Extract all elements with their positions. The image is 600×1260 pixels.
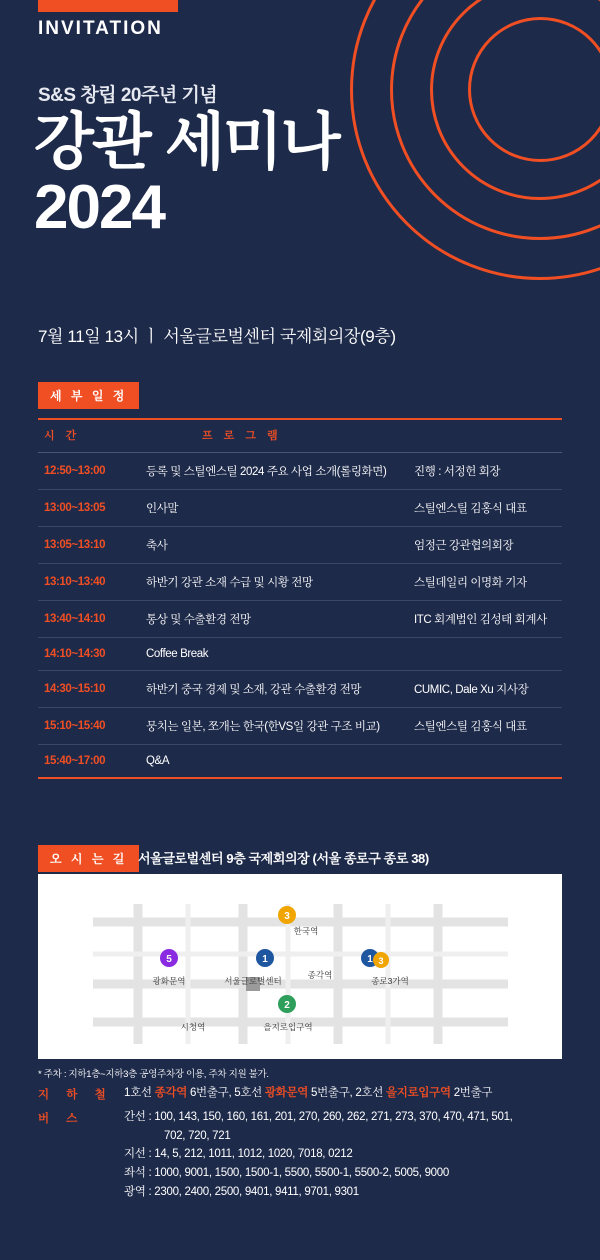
schedule-tag: 세 부 일 정: [38, 382, 139, 409]
table-row: [38, 671, 562, 708]
row-time: 13:10~13:40: [38, 564, 146, 601]
subway-label: 지 하 철: [38, 1089, 113, 1101]
row-time: 13:00~13:05: [38, 490, 146, 527]
row-speaker: [414, 638, 562, 671]
event-title: [34, 108, 339, 243]
table-row: [38, 708, 562, 745]
row-time: 12:50~13:00: [38, 453, 146, 490]
svg-text:광화문역: 광화문역: [152, 976, 186, 986]
schedule-header-row: [38, 419, 562, 453]
subway-station-name: 광화문역: [264, 1087, 309, 1099]
row-time: 15:40~17:00: [38, 745, 146, 779]
table-row: [38, 453, 562, 490]
row-speaker: 스틸데일리 이명화 기자: [414, 564, 562, 601]
svg-text:5: 5: [166, 954, 172, 965]
row-speaker: 엄정근 강관협의회장: [414, 527, 562, 564]
row-program: 통상 및 수출환경 전망: [146, 601, 414, 638]
row-program: Coffee Break: [146, 638, 414, 671]
svg-text:종각역: 종각역: [307, 970, 333, 980]
row-speaker: 진행 : 서정헌 회장: [414, 453, 562, 490]
subway-text: 5번출구, 2호선: [308, 1087, 386, 1099]
arc-outer: [350, 0, 600, 280]
row-time: 14:10~14:30: [38, 638, 146, 671]
subway-row: [38, 1085, 568, 1103]
subway-station-name: 종각역: [154, 1087, 188, 1099]
top-accent-bar: [38, 0, 178, 12]
svg-text:종로3가역: 종로3가역: [371, 976, 409, 986]
row-speaker: ITC 회계법인 김성태 회계사: [414, 601, 562, 638]
subway-text: 2번출구: [450, 1087, 493, 1099]
row-speaker: 스틸엔스틸 김홍식 대표: [414, 490, 562, 527]
svg-text:시청역: 시청역: [180, 1022, 206, 1032]
svg-text:3: 3: [284, 911, 290, 922]
subway-text: 1호선: [124, 1087, 155, 1099]
row-time: 13:40~14:10: [38, 601, 146, 638]
row-time: 14:30~15:10: [38, 671, 146, 708]
parking-note: * 주차 : 지하1층~지하3층 공영주차장 이용, 주차 지원 불가.: [38, 1069, 269, 1080]
svg-text:을지로입구역: 을지로입구역: [263, 1022, 313, 1032]
map-image: [38, 874, 562, 1059]
row-program: Q&A: [146, 745, 414, 779]
bus-line: 지선 : 14, 5, 212, 1011, 1012, 1020, 7018, 0212: [124, 1148, 353, 1161]
arc-second: [390, 0, 600, 240]
bus-label: 버 스: [38, 1112, 85, 1125]
svg-text:2: 2: [284, 1000, 290, 1011]
row-speaker: [414, 745, 562, 779]
table-row: [38, 638, 562, 671]
bus-line: 간선 : 100, 143, 150, 160, 161, 201, 270, 260, 262, 271, 273, 370, 470, 471, 501,: [124, 1110, 513, 1123]
event-subtitle: S&S 창립 20주년 기념: [38, 85, 218, 106]
table-row: [38, 527, 562, 564]
row-speaker: 스틸엔스틸 김홍식 대표: [414, 708, 562, 745]
bus-value: [124, 1109, 513, 1203]
table-row: [38, 564, 562, 601]
svg-text:1: 1: [367, 954, 373, 965]
event-title-line2: 2024: [34, 173, 164, 243]
svg-text:1: 1: [262, 954, 268, 965]
bus-line: 좌석 : 1000, 9001, 1500, 1500-1, 5500, 5500-1, 5500-2, 5005, 9000: [124, 1167, 449, 1180]
decorative-arcs: [330, 0, 600, 300]
schedule-table: [38, 418, 562, 779]
event-date-venue: 7월 11일 13시 ㅣ 서울글로벌센터 국제회의장(9층): [38, 327, 396, 346]
arc-inner: [468, 17, 600, 162]
map-container: [38, 874, 562, 1059]
subway-station-name: 을지로입구역: [385, 1087, 451, 1099]
table-row: [38, 490, 562, 527]
bus-line: 702, 720, 721: [164, 1129, 231, 1142]
table-row: [38, 601, 562, 638]
column-header-speaker: [414, 419, 562, 453]
row-program: 하반기 중국 경제 및 소재, 강관 수출환경 전망: [146, 671, 414, 708]
schedule-body: [38, 453, 562, 779]
event-title-line1: 강관 세미나: [34, 108, 339, 177]
table-row: [38, 745, 562, 779]
row-speaker: CUMIC, Dale Xu 지사장: [414, 671, 562, 708]
column-header-program: 프 로 그 램: [146, 419, 414, 453]
row-time: 13:05~13:10: [38, 527, 146, 564]
subway-text: 6번출구, 5호선: [187, 1087, 265, 1099]
row-program: 하반기 강관 소재 수급 및 시황 전망: [146, 564, 414, 601]
bus-row: [38, 1109, 568, 1203]
column-header-time: 시 간: [38, 419, 146, 453]
arc-third: [430, 0, 600, 200]
svg-text:서울글로벌센터: 서울글로벌센터: [224, 976, 282, 986]
transit-info: [38, 1085, 568, 1207]
row-time: 15:10~15:40: [38, 708, 146, 745]
svg-text:한국역: 한국역: [293, 926, 319, 936]
row-program: 축사: [146, 527, 414, 564]
subway-value: [124, 1085, 492, 1103]
invitation-label: INVITATION: [38, 18, 163, 39]
row-program: 뭉치는 일본, 쪼개는 한국(한VS일 강관 구조 비교): [146, 708, 414, 745]
row-program: 등록 및 스틸엔스틸 2024 주요 사업 소개(롤링화면): [146, 453, 414, 490]
bus-line: 광역 : 2300, 2400, 2500, 9401, 9411, 9701, 9301: [124, 1186, 359, 1199]
svg-text:3: 3: [378, 956, 384, 966]
map-title: 서울글로벌센터 9층 국제회의장 (서울 종로구 종로 38): [138, 851, 429, 866]
row-program: 인사말: [146, 490, 414, 527]
map-tag: 오 시 는 길: [38, 845, 139, 872]
